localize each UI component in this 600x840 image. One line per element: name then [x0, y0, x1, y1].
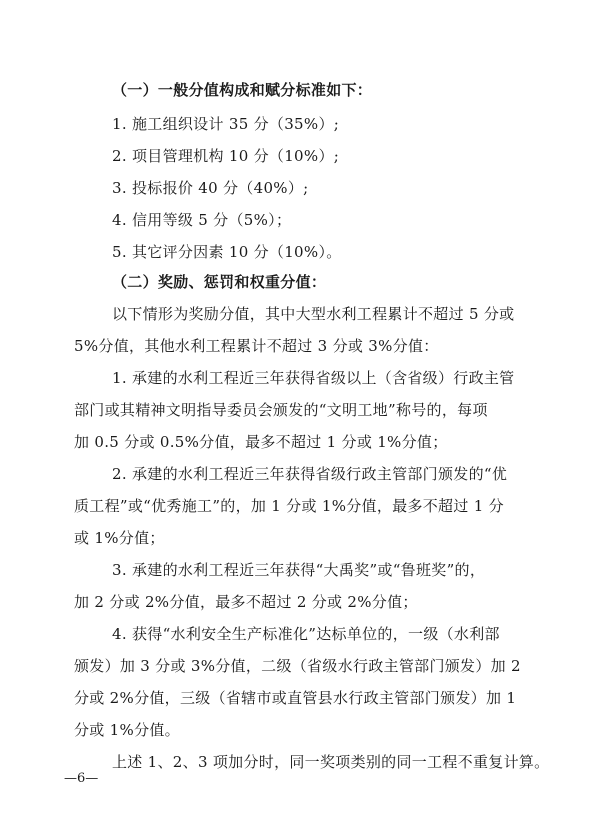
- section2-heading: （二）奖励、惩罚和权重分值：: [112, 273, 327, 291]
- section2-item4-line-4: 分或 1%分值。: [74, 721, 180, 739]
- section2-item1-line-3: 加 0.5 分或 0.5%分值，最多不超过 1 分或 1%分值；: [74, 433, 448, 451]
- page-number: —6—: [64, 771, 99, 786]
- section1-item-1: 1. 施工组织设计 35 分（35%）;: [112, 115, 340, 133]
- section2-item2-line-3: 或 1%分值；: [74, 529, 165, 547]
- section2-item1-line-2: 部门或其精神文明指导委员会颁发的“文明工地”称号的，每项: [74, 401, 488, 419]
- section2-item1-line-1: 1. 承建的水利工程近三年获得省级以上（含省级）行政主管: [112, 369, 515, 387]
- section2-item4-line-2: 颁发）加 3 分或 3%分值，二级（省级水行政主管部门颁发）加 2: [74, 657, 521, 675]
- section2-note: 上述 1、2、3 项加分时，同一奖项类别的同一工程不重复计算。: [112, 753, 550, 771]
- section2-item3-line-1: 3. 承建的水利工程近三年获得“大禹奖”或“鲁班奖”的，: [112, 561, 486, 579]
- section2-item2-line-1: 2. 承建的水利工程近三年获得省级行政主管部门颁发的“优: [112, 465, 508, 483]
- section1-item-2: 2. 项目管理机构 10 分（10%）;: [112, 147, 340, 165]
- section1-item-4: 4. 信用等级 5 分（5%）；: [112, 211, 292, 229]
- section2-item4-line-1: 4. 获得“水利安全生产标准化”达标单位的，一级（水利部: [112, 625, 500, 643]
- section2-item4-line-3: 分或 2%分值，三级（省辖市或直管县水行政主管部门颁发）加 1: [74, 689, 517, 707]
- section1-item-5: 5. 其它评分因素 10 分（10%）。: [112, 243, 342, 261]
- section2-intro-line-2: 5%分值，其他水利工程累计不超过 3 分或 3%分值：: [74, 337, 439, 355]
- section2-item2-line-2: 质工程”或“优秀施工”的，加 1 分或 1%分值，最多不超过 1 分: [74, 497, 504, 515]
- section1-item-3: 3. 投标报价 40 分（40%）;: [112, 179, 309, 197]
- section2-item3-line-2: 加 2 分或 2%分值，最多不超过 2 分或 2%分值；: [74, 593, 418, 611]
- section1-heading: （一）一般分值构成和赋分标准如下：: [112, 81, 373, 99]
- section2-intro-line-1: 以下情形为奖励分值，其中大型水利工程累计不超过 5 分或: [112, 305, 515, 323]
